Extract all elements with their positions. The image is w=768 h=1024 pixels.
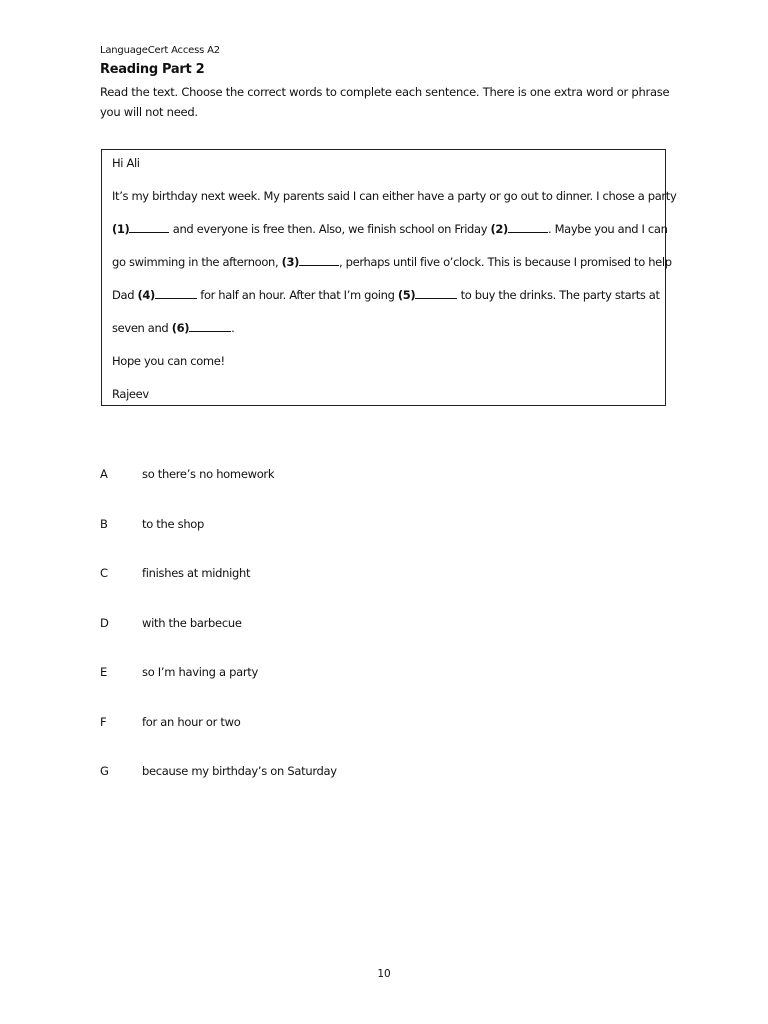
option-letter: E [100, 665, 107, 679]
section-title: Reading Part 2 [100, 62, 205, 77]
email-line: It’s my birthday next week. My parents said I can either have a party or go out to dinner. I chose a party [112, 189, 677, 203]
gap-number-1: (1) [112, 222, 130, 236]
gap-number-2: (2) [490, 222, 508, 236]
email-closing: Hope you can come! [112, 354, 225, 368]
option-letter: B [100, 516, 108, 531]
option-letter: F [100, 714, 107, 729]
gap-number-5: (5) [397, 288, 416, 302]
email-text-fragment: for half an hour. After that I’m going [196, 288, 398, 302]
option-letter: A [100, 467, 108, 481]
gap-blank-1[interactable] [129, 222, 169, 233]
email-text-fragment: . [231, 321, 235, 335]
gap-blank-4[interactable] [155, 288, 197, 299]
gap-number-3: (3) [281, 255, 300, 269]
email-greeting: Hi Ali [112, 156, 140, 170]
option-text: because my birthday’s on Saturday [142, 764, 337, 778]
email-text-fragment: to buy the drinks. The party starts at [457, 288, 660, 302]
gap-number-6: (6) [171, 321, 190, 335]
email-line [112, 222, 668, 236]
email-signature: Rajeev [112, 387, 149, 401]
email-line [112, 288, 660, 302]
option-text: so there’s no homework [142, 467, 275, 481]
gap-number-4: (4) [137, 288, 155, 302]
option-text: finishes at midnight [142, 566, 251, 580]
email-text-fragment: seven and [112, 321, 172, 335]
gap-blank-6[interactable] [189, 321, 231, 332]
email-line [112, 321, 234, 335]
email-text-fragment: go swimming in the afternoon, [112, 255, 282, 269]
email-text-fragment: Dad [112, 288, 138, 302]
email-text-box [101, 149, 677, 406]
gap-blank-3[interactable] [299, 255, 339, 266]
email-text-fragment: , perhaps until five o’clock. This is because I promised to help [339, 255, 672, 269]
option-text: with the barbecue [142, 615, 242, 630]
option-text: so I’m having a party [142, 665, 258, 679]
option-letter: G [100, 764, 109, 778]
exam-name: LanguageCert Access A2 [100, 45, 220, 56]
email-line [112, 255, 672, 269]
option-text: for an hour or two [142, 714, 241, 729]
option-letter: C [100, 566, 108, 580]
email-text-fragment: and everyone is free then. Also, we finish school on Friday [169, 222, 491, 236]
option-text: to the shop [142, 516, 205, 531]
email-text-fragment: . Maybe you and I can [547, 222, 668, 236]
page-number: 10 [377, 968, 391, 980]
gap-blank-2[interactable] [508, 222, 548, 233]
option-letter: D [100, 615, 109, 630]
instructions: Read the text. Choose the correct words to complete each sentence. There is one extra word or phrase you will not need. [100, 85, 670, 119]
gap-blank-5[interactable] [415, 288, 457, 299]
